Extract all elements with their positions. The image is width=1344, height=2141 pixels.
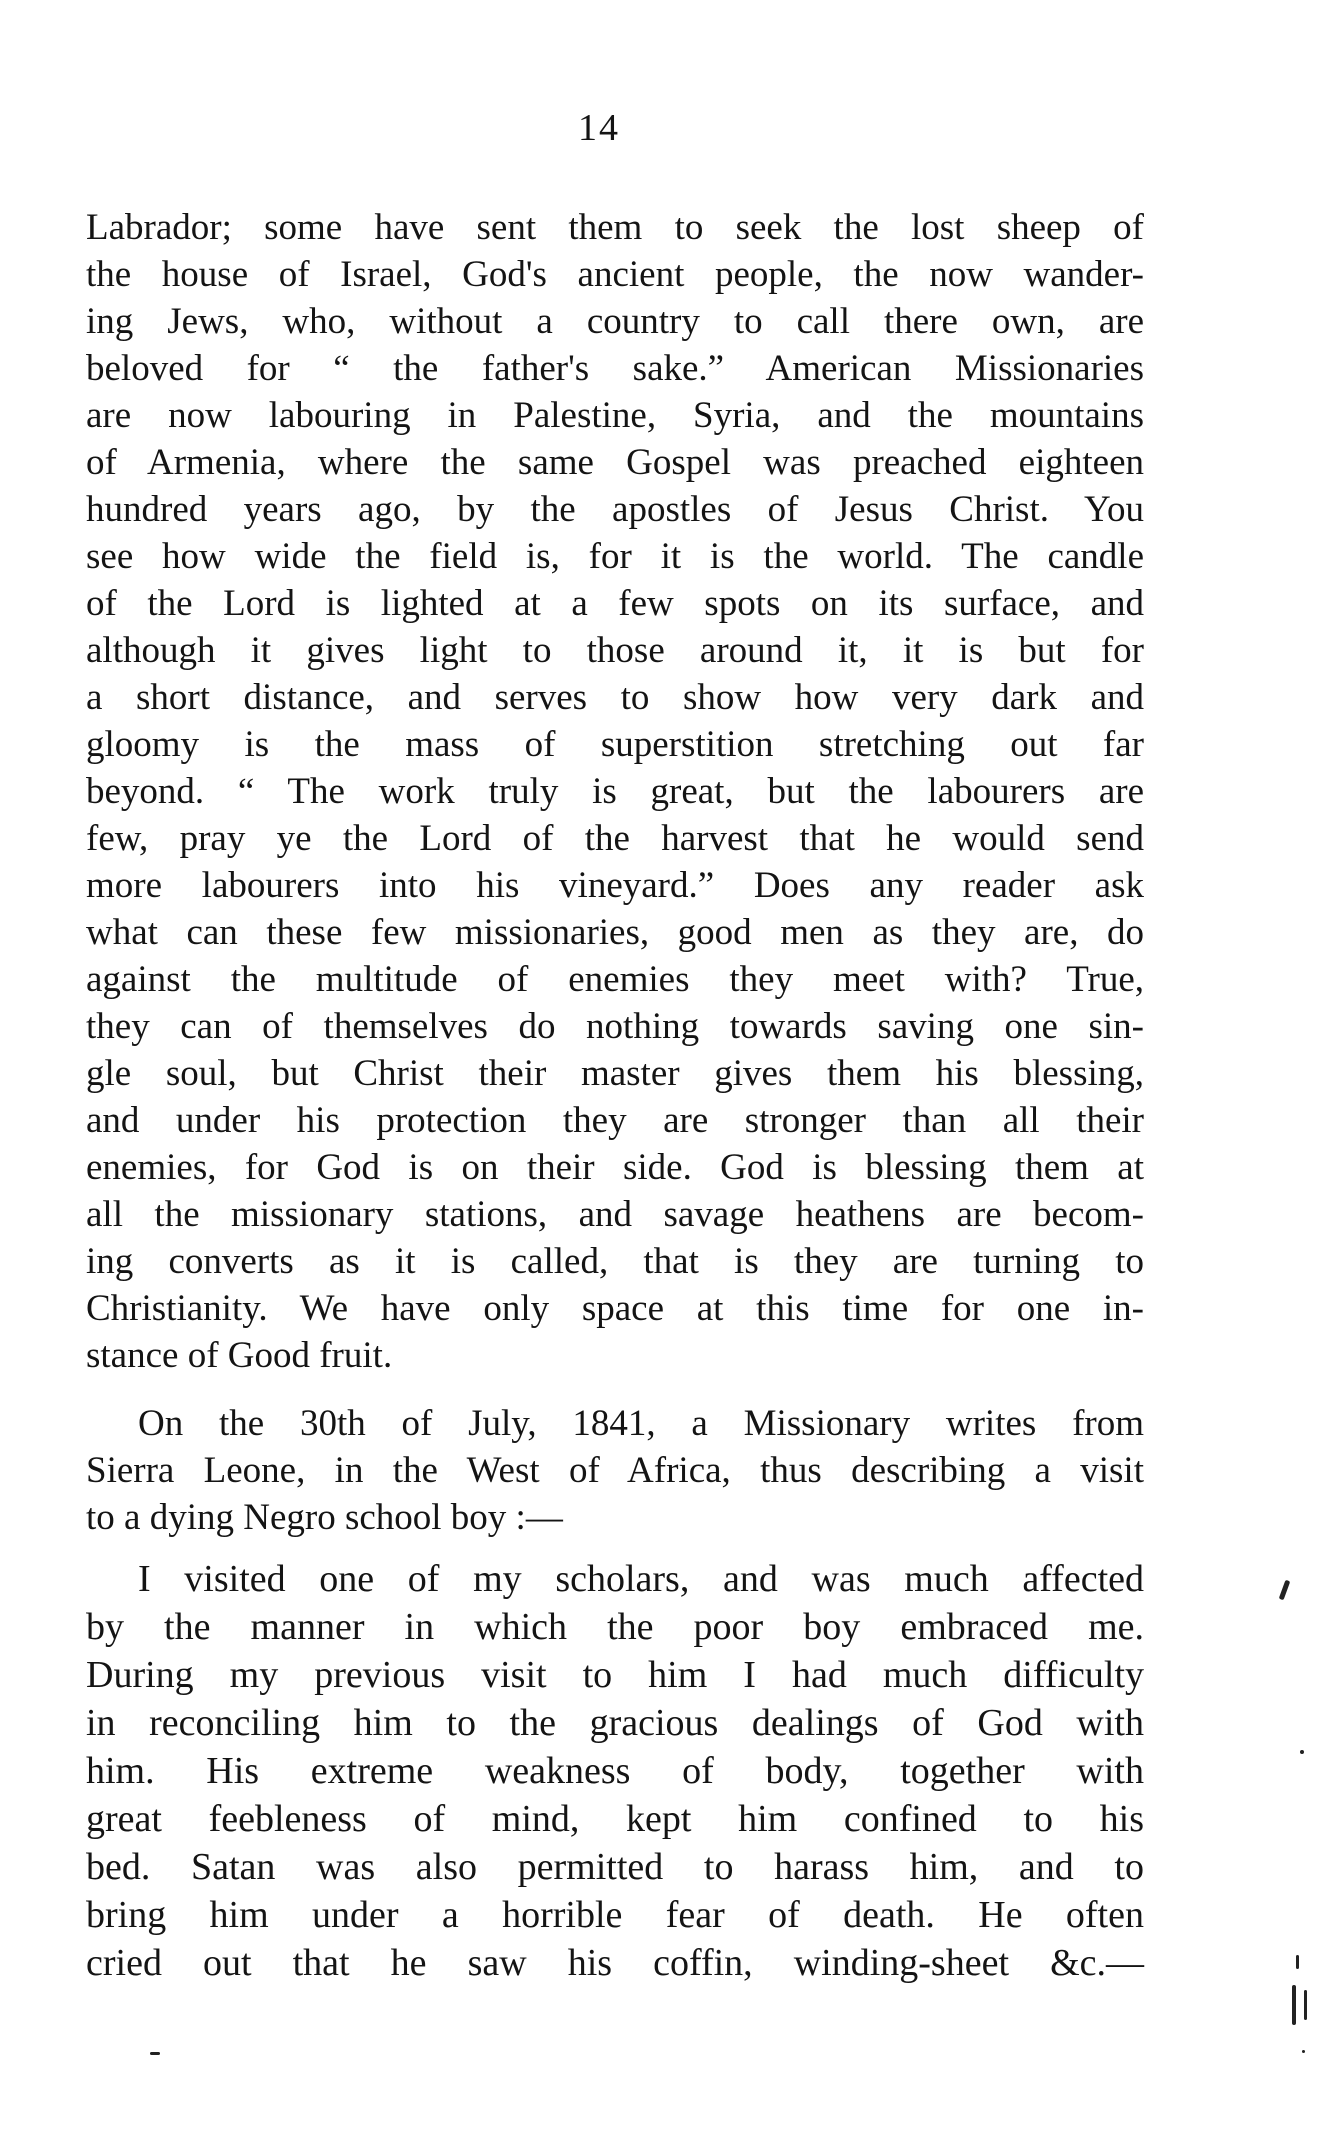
text-line: great feebleness of mind, kept him confined to his <box>86 1798 1144 1840</box>
paragraph-letter-quote <box>86 1555 1144 1987</box>
text-line: against the multitude of enemies they meet with? True, <box>86 959 1144 1000</box>
text-line: the house of Israel, God's ancient people, the now wander- <box>86 254 1144 295</box>
text-line: they can of themselves do nothing towards saving one sin- <box>86 1006 1144 1047</box>
text-line: beyond. “ The work truly is great, but the labourers are <box>86 771 1144 812</box>
text-line: although it gives light to those around it, it is but for <box>86 630 1144 671</box>
text-line: cried out that he saw his coffin, winding-sheet &c.— <box>86 1942 1144 1984</box>
scan-speck <box>1296 1955 1299 1969</box>
text-line: Christianity. We have only space at this time for one in- <box>86 1288 1144 1329</box>
text-line: enemies, for God is on their side. God is blessing them at <box>86 1147 1144 1188</box>
text-line: bring him under a horrible fear of death. He often <box>86 1894 1144 1936</box>
page-number: 14 <box>578 107 620 149</box>
text-line: On the 30th of July, 1841, a Missionary writes from <box>138 1403 1144 1444</box>
text-line: all the missionary stations, and savage heathens are becom- <box>86 1194 1144 1235</box>
text-line: bed. Satan was also permitted to harass him, and to <box>86 1846 1144 1888</box>
text-line: see how wide the field is, for it is the world. The candle <box>86 536 1144 577</box>
scan-speck <box>150 2052 160 2055</box>
text-line: in reconciling him to the gracious dealings of God with <box>86 1702 1144 1744</box>
scan-speck <box>1302 2050 1305 2053</box>
paragraph-sierra-leone <box>86 1400 1144 1541</box>
text-line: a short distance, and serves to show how very dark and <box>86 677 1144 718</box>
text-line: Sierra Leone, in the West of Africa, thus describing a visit <box>86 1450 1144 1491</box>
scan-speck <box>1292 1985 1296 2025</box>
text-line: to a dying Negro school boy :— <box>86 1497 563 1538</box>
text-line: him. His extreme weakness of body, together with <box>86 1750 1144 1792</box>
text-line: Labrador; some have sent them to seek the lost sheep of <box>86 207 1144 248</box>
text-line: I visited one of my scholars, and was much affected <box>138 1558 1144 1600</box>
text-line: ing Jews, who, without a country to call there own, are <box>86 301 1144 342</box>
text-line: ing converts as it is called, that is they are turning to <box>86 1241 1144 1282</box>
text-line: more labourers into his vineyard.” Does any reader ask <box>86 865 1144 906</box>
text-line: of Armenia, where the same Gospel was preached eighteen <box>86 442 1144 483</box>
text-line: are now labouring in Palestine, Syria, and the mountains <box>86 395 1144 436</box>
text-line: gle soul, but Christ their master gives them his blessing, <box>86 1053 1144 1094</box>
text-line: beloved for “ the father's sake.” American Missionaries <box>86 348 1144 389</box>
scan-speck <box>1279 1580 1291 1601</box>
text-line: what can these few missionaries, good men as they are, do <box>86 912 1144 953</box>
text-line: hundred years ago, by the apostles of Jesus Christ. You <box>86 489 1144 530</box>
text-line: and under his protection they are stronger than all their <box>86 1100 1144 1141</box>
text-line: During my previous visit to him I had much difficulty <box>86 1654 1144 1696</box>
text-line: gloomy is the mass of superstition stretching out far <box>86 724 1144 765</box>
text-line: few, pray ye the Lord of the harvest that he would send <box>86 818 1144 859</box>
text-line: by the manner in which the poor boy embraced me. <box>86 1606 1144 1648</box>
text-line: of the Lord is lighted at a few spots on its surface, and <box>86 583 1144 624</box>
text-line: stance of Good fruit. <box>86 1335 393 1376</box>
paragraph-missions <box>86 204 1144 1379</box>
scan-speck <box>1300 1750 1304 1754</box>
scan-speck <box>1304 1990 1307 2020</box>
